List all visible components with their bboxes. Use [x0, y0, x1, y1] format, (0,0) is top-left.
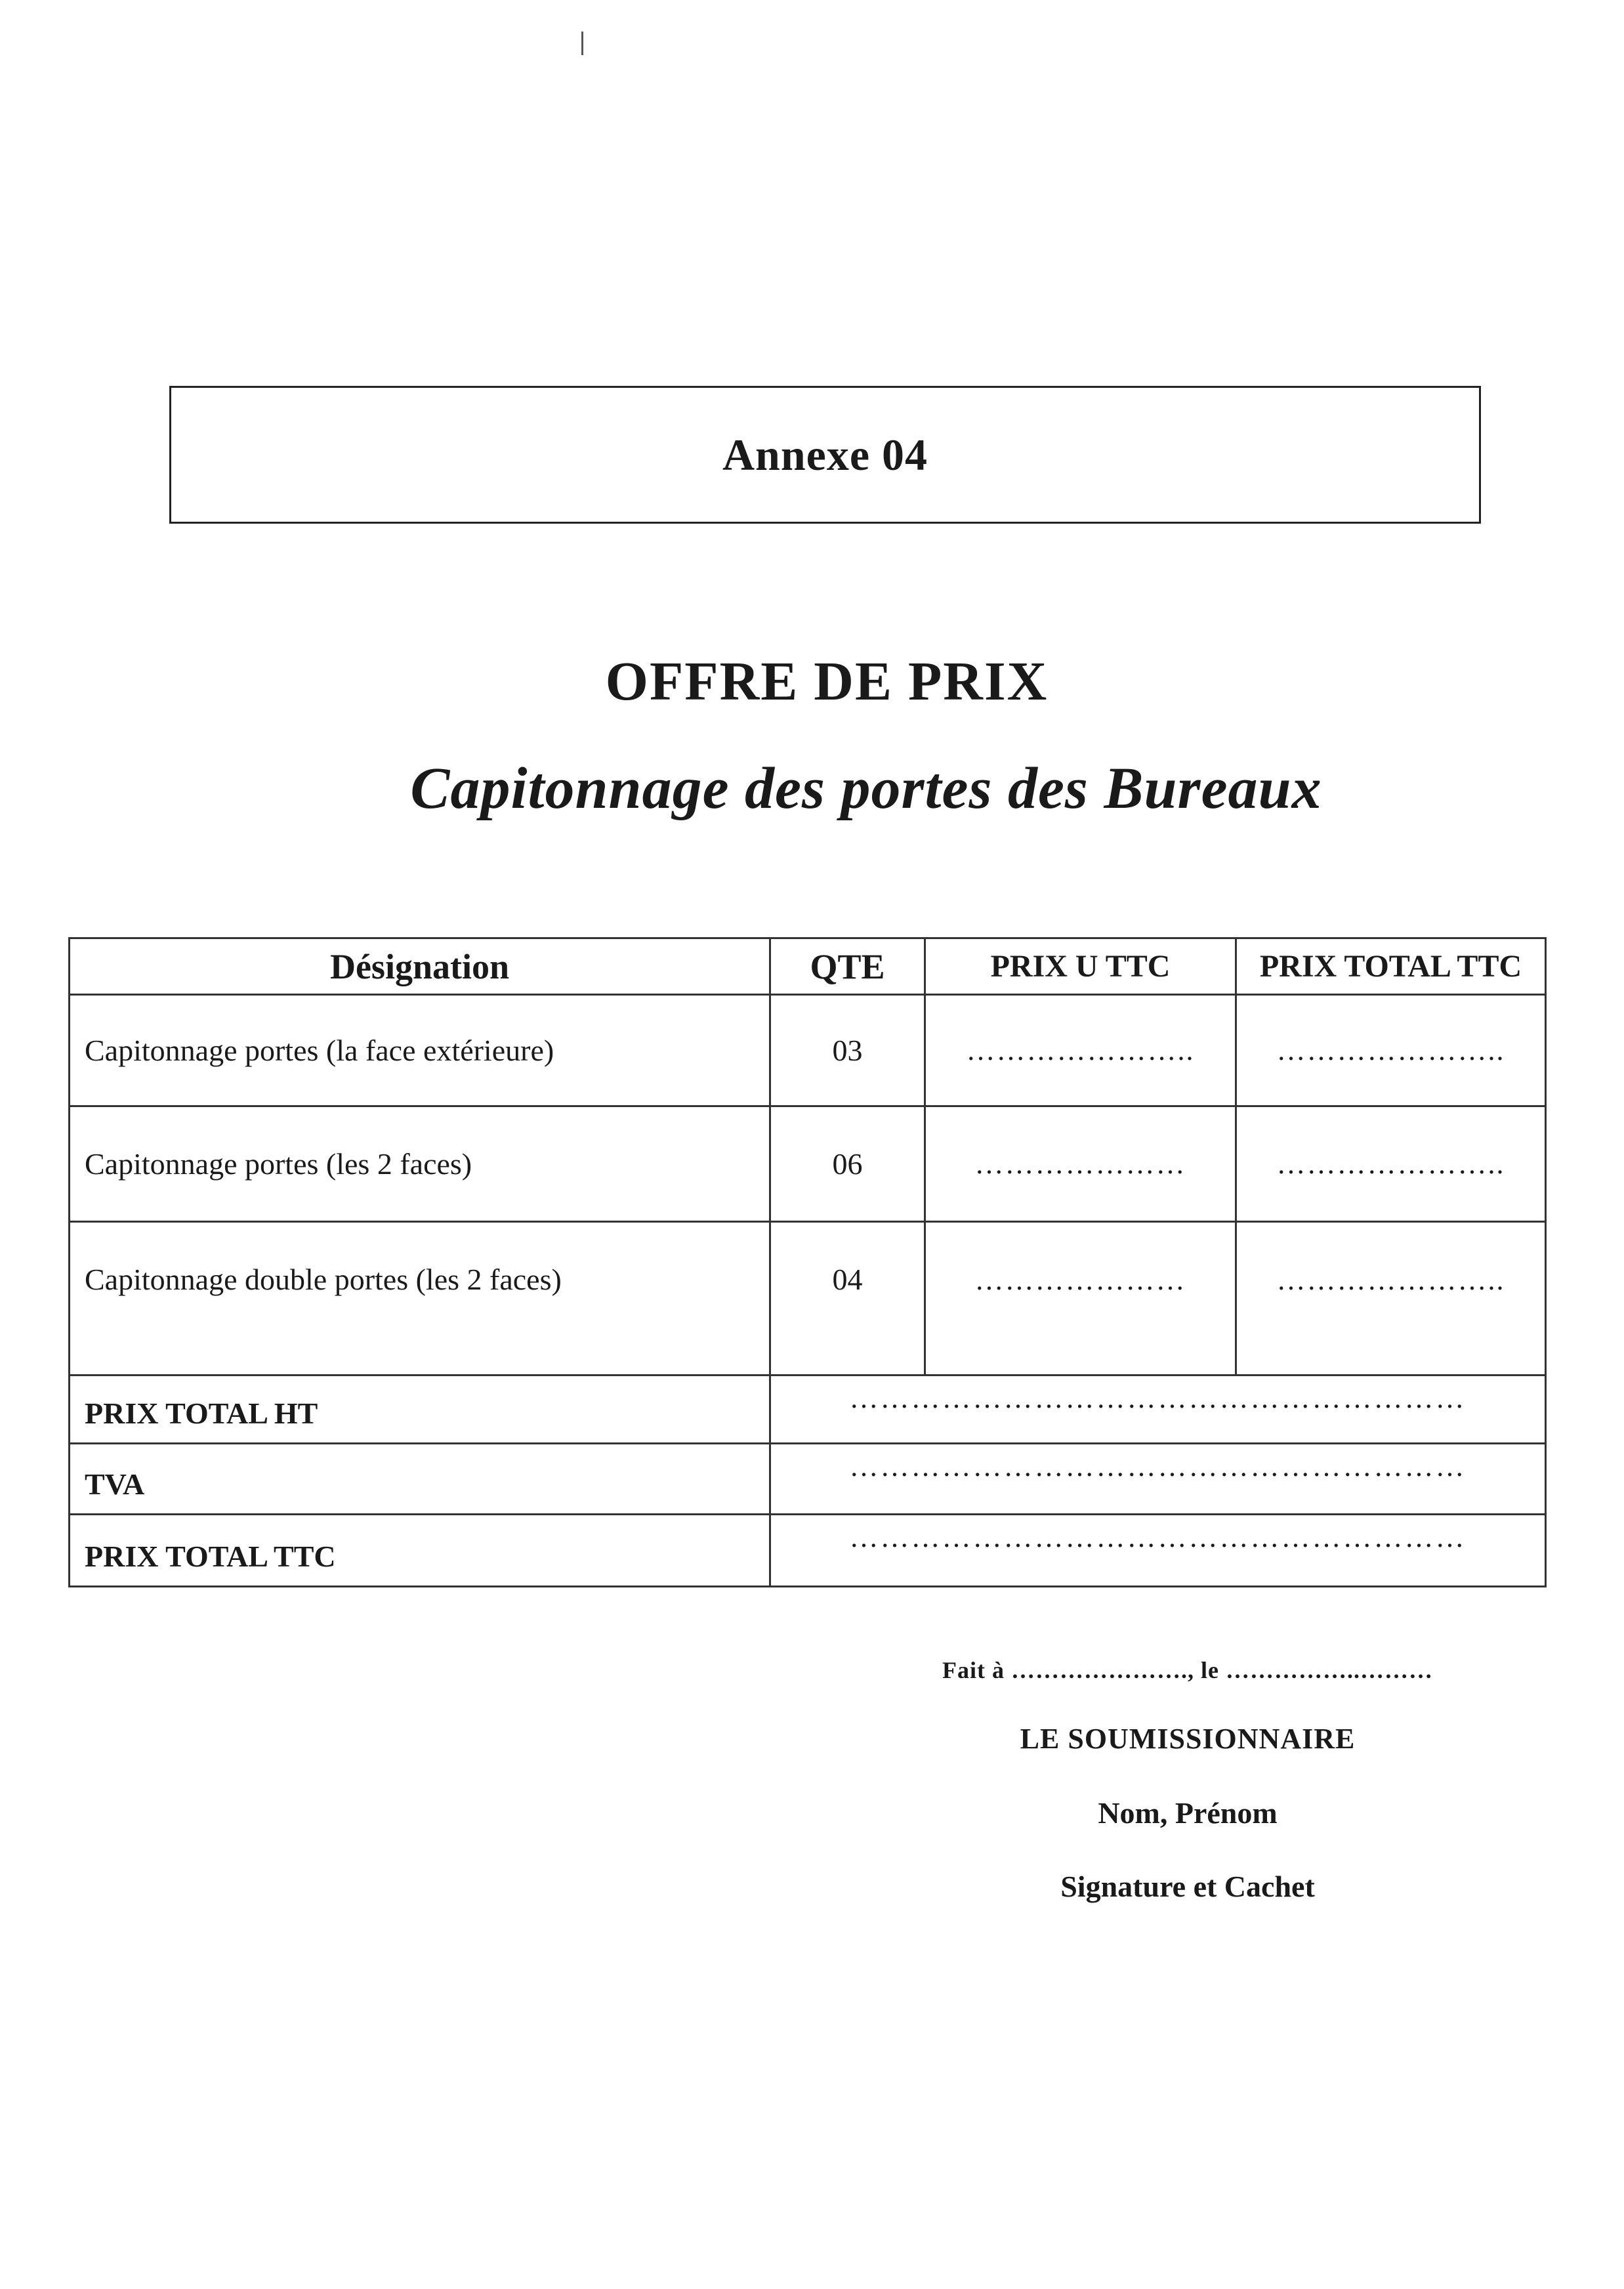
header-qte: QTE — [770, 938, 925, 995]
signature-cachet-label: Signature et Cachet — [1060, 1870, 1315, 1903]
tva-label: TVA — [70, 1444, 770, 1515]
row-qte: 03 — [770, 995, 925, 1106]
page-title: OFFRE DE PRIX — [605, 651, 1049, 712]
row-prix-u-blank[interactable]: ………………… — [925, 1106, 1236, 1222]
table-row — [70, 1106, 1546, 1222]
table-row — [70, 995, 1546, 1106]
row-qte: 04 — [770, 1222, 925, 1376]
row-designation: Capitonnage portes (les 2 faces) — [70, 1106, 770, 1222]
row-prix-total-blank[interactable]: ………………….. — [1236, 1106, 1546, 1222]
row-designation: Capitonnage double portes (les 2 faces) — [70, 1222, 770, 1376]
header-prix-u: PRIX U TTC — [925, 938, 1236, 995]
total-ht-label: PRIX TOTAL HT — [70, 1376, 770, 1444]
annexe-title: Annexe 04 — [722, 429, 928, 480]
nom-prenom-label: Nom, Prénom — [1098, 1796, 1278, 1830]
total-ht-blank[interactable]: …………………………………………………… — [770, 1376, 1546, 1444]
soumissionnaire-label: LE SOUMISSIONNAIRE — [1020, 1723, 1356, 1755]
row-qte: 06 — [770, 1106, 925, 1222]
row-prix-total-blank[interactable]: ………………….. — [1236, 995, 1546, 1106]
header-designation: Désignation — [70, 938, 770, 995]
total-row-ht — [70, 1376, 1546, 1444]
row-prix-u-blank[interactable]: ………………….. — [925, 995, 1236, 1106]
row-designation: Capitonnage portes (la face extérieure) — [70, 995, 770, 1106]
page-subtitle: Capitonnage des portes des Bureaux — [410, 756, 1322, 821]
row-prix-u-blank[interactable]: ………………… — [925, 1222, 1236, 1376]
table-header-row — [70, 938, 1546, 995]
row-prix-total-blank[interactable]: ………………….. — [1236, 1222, 1546, 1376]
header-prix-total: PRIX TOTAL TTC — [1236, 938, 1546, 995]
total-row-ttc — [70, 1515, 1546, 1587]
tva-blank[interactable]: …………………………………………………… — [770, 1444, 1546, 1515]
total-ttc-blank[interactable]: …………………………………………………… — [770, 1515, 1546, 1587]
price-table — [68, 937, 1547, 1587]
annexe-box — [169, 386, 1481, 524]
fait-line[interactable]: Fait à …………………., le ……………..……… — [942, 1657, 1433, 1683]
scan-mark — [581, 32, 583, 55]
table-row — [70, 1222, 1546, 1376]
total-row-tva — [70, 1444, 1546, 1515]
total-ttc-label: PRIX TOTAL TTC — [70, 1515, 770, 1587]
